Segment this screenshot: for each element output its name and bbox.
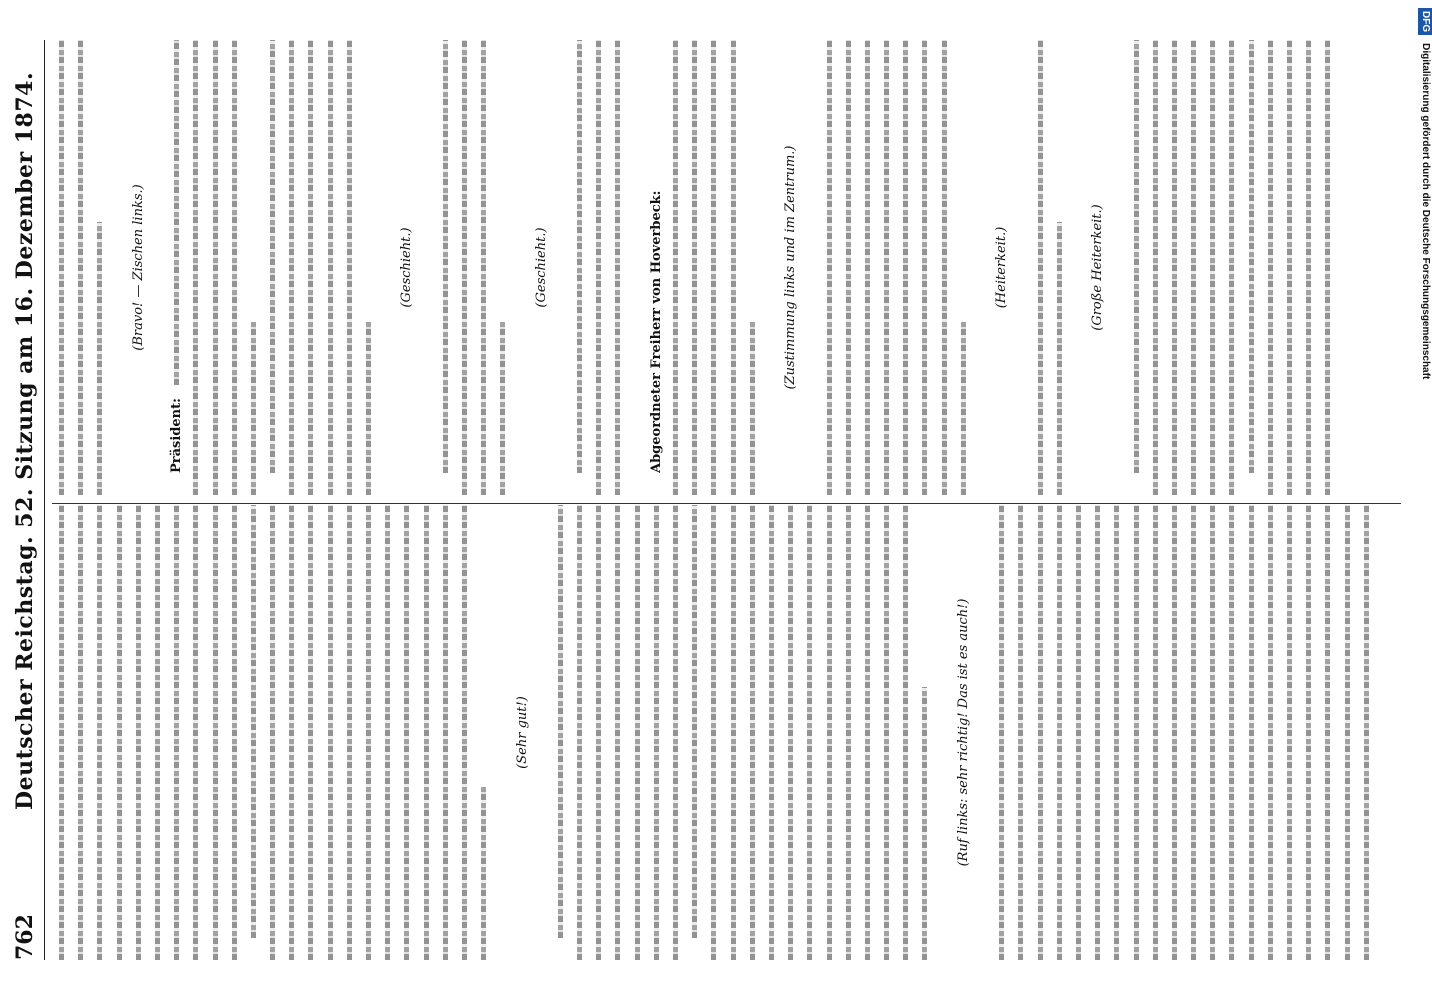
text-line <box>263 505 282 960</box>
text-line <box>589 40 608 495</box>
text-line <box>71 40 90 495</box>
text-line <box>1011 505 1030 960</box>
text-line <box>417 505 436 960</box>
text-line <box>282 40 301 495</box>
text-line <box>589 505 608 960</box>
text-line <box>1318 40 1337 495</box>
text-line <box>858 505 877 960</box>
text-line <box>666 40 685 495</box>
text-line <box>244 40 263 495</box>
text-line <box>992 505 1011 960</box>
text-line <box>493 40 512 495</box>
text-line <box>52 505 71 960</box>
text-line <box>301 40 320 495</box>
text-line <box>1299 505 1318 960</box>
left-column <box>52 505 1405 960</box>
text-line <box>225 40 244 495</box>
page-number: 762 <box>12 914 38 960</box>
text-line <box>1031 505 1050 960</box>
text-line <box>1357 505 1376 960</box>
text-line <box>186 40 205 495</box>
text-line <box>52 40 71 495</box>
text-line <box>781 505 800 960</box>
text-line <box>1222 40 1241 495</box>
text-line <box>935 40 954 495</box>
text-line <box>186 505 205 960</box>
text-line <box>1184 505 1203 960</box>
text-line <box>608 505 627 960</box>
text-line <box>1107 505 1126 960</box>
speaker-line <box>167 40 186 495</box>
text-line <box>1165 505 1184 960</box>
text-line <box>570 40 589 495</box>
running-header <box>4 40 45 960</box>
text-line <box>1242 40 1261 495</box>
text-line <box>359 40 378 495</box>
text-line <box>1031 40 1050 495</box>
dfg-logo: DFG <box>1418 8 1432 35</box>
text-line <box>455 505 474 960</box>
text-line <box>1165 40 1184 495</box>
page-title: Deutscher Reichstag. 52. Sitzung am 16. Dezember 1874. <box>12 71 38 810</box>
text-line <box>820 40 839 495</box>
text-line <box>110 505 129 960</box>
speaker-label: Präsident: <box>169 398 185 473</box>
text-line <box>896 505 915 960</box>
text-line <box>1050 40 1069 495</box>
text-line <box>321 40 340 495</box>
text-line <box>762 505 781 960</box>
text-line <box>1146 40 1165 495</box>
speaker-line <box>647 40 666 495</box>
text-line <box>340 40 359 495</box>
text-line <box>743 40 762 495</box>
text-line <box>685 505 704 960</box>
interjection: (Geschieht.) <box>399 227 415 308</box>
text-line <box>1261 40 1280 495</box>
text-line <box>206 40 225 495</box>
text-line <box>1146 505 1165 960</box>
text-line <box>839 505 858 960</box>
text-line <box>647 505 666 960</box>
text-line <box>148 505 167 960</box>
text-line <box>301 505 320 960</box>
text-line <box>1184 40 1203 495</box>
text-line <box>378 505 397 960</box>
text-line <box>71 505 90 960</box>
interjection: (Sehr gut!) <box>514 696 530 769</box>
text-line <box>1299 40 1318 495</box>
text-line <box>551 505 570 960</box>
text-line <box>436 505 455 960</box>
text-line <box>455 40 474 495</box>
text-line <box>474 505 493 960</box>
text-line <box>1050 505 1069 960</box>
text-line <box>1261 505 1280 960</box>
text-line <box>628 505 647 960</box>
text-line <box>896 40 915 495</box>
text-line <box>1280 505 1299 960</box>
right-column <box>52 40 1405 495</box>
text-line <box>1088 505 1107 960</box>
text-line <box>436 40 455 495</box>
text-line <box>1127 505 1146 960</box>
text-line <box>474 40 493 495</box>
column-divider <box>52 503 1401 504</box>
text-line <box>244 505 263 960</box>
text-line <box>90 40 109 495</box>
text-line <box>1222 505 1241 960</box>
text-line <box>397 505 416 960</box>
text-line <box>858 40 877 495</box>
interjection: (Bravo! — Zischen links.) <box>130 184 146 351</box>
text-line <box>225 505 244 960</box>
text-line <box>1203 505 1222 960</box>
text-line <box>570 505 589 960</box>
text-line <box>608 40 627 495</box>
text-line <box>1338 505 1357 960</box>
text-line <box>1127 40 1146 495</box>
text-line <box>1242 505 1261 960</box>
interjection: (Zustimmung links und im Zentrum.) <box>783 145 799 390</box>
text-line <box>704 40 723 495</box>
interjection: (Heiterkeit.) <box>994 226 1010 309</box>
text-line <box>340 505 359 960</box>
dfg-note-text: Digitalisierung gefördert durch die Deutsche Forschungsgemeinschaft <box>1420 43 1431 380</box>
text-line <box>820 505 839 960</box>
text-line <box>877 505 896 960</box>
text-line <box>1203 40 1222 495</box>
speaker-label: Abgeordneter Freiherr von Hoverbeck: <box>648 190 664 473</box>
interjection: (Geschieht.) <box>533 227 549 308</box>
text-line <box>724 40 743 495</box>
text-line <box>359 505 378 960</box>
text-line <box>129 505 148 960</box>
text-line <box>915 40 934 495</box>
text-line <box>282 505 301 960</box>
text-line <box>800 505 819 960</box>
text-line <box>915 505 934 960</box>
text-line <box>666 505 685 960</box>
text-line <box>704 505 723 960</box>
text-line <box>877 40 896 495</box>
interjection: (Ruf links: sehr richtig! Das ist es auch!) <box>955 598 971 867</box>
text-line <box>839 40 858 495</box>
text-line <box>1318 505 1337 960</box>
text-line <box>167 505 186 960</box>
text-line <box>321 505 340 960</box>
text-line <box>90 505 109 960</box>
text-line <box>724 505 743 960</box>
text-line <box>1280 40 1299 495</box>
text-line <box>743 505 762 960</box>
text-line <box>206 505 225 960</box>
text-line <box>263 40 282 495</box>
interjection: (Große Heiterkeit.) <box>1090 204 1106 331</box>
dfg-margin-note <box>1418 8 1432 992</box>
text-line <box>954 40 973 495</box>
text-line <box>685 40 704 495</box>
text-line <box>1069 505 1088 960</box>
